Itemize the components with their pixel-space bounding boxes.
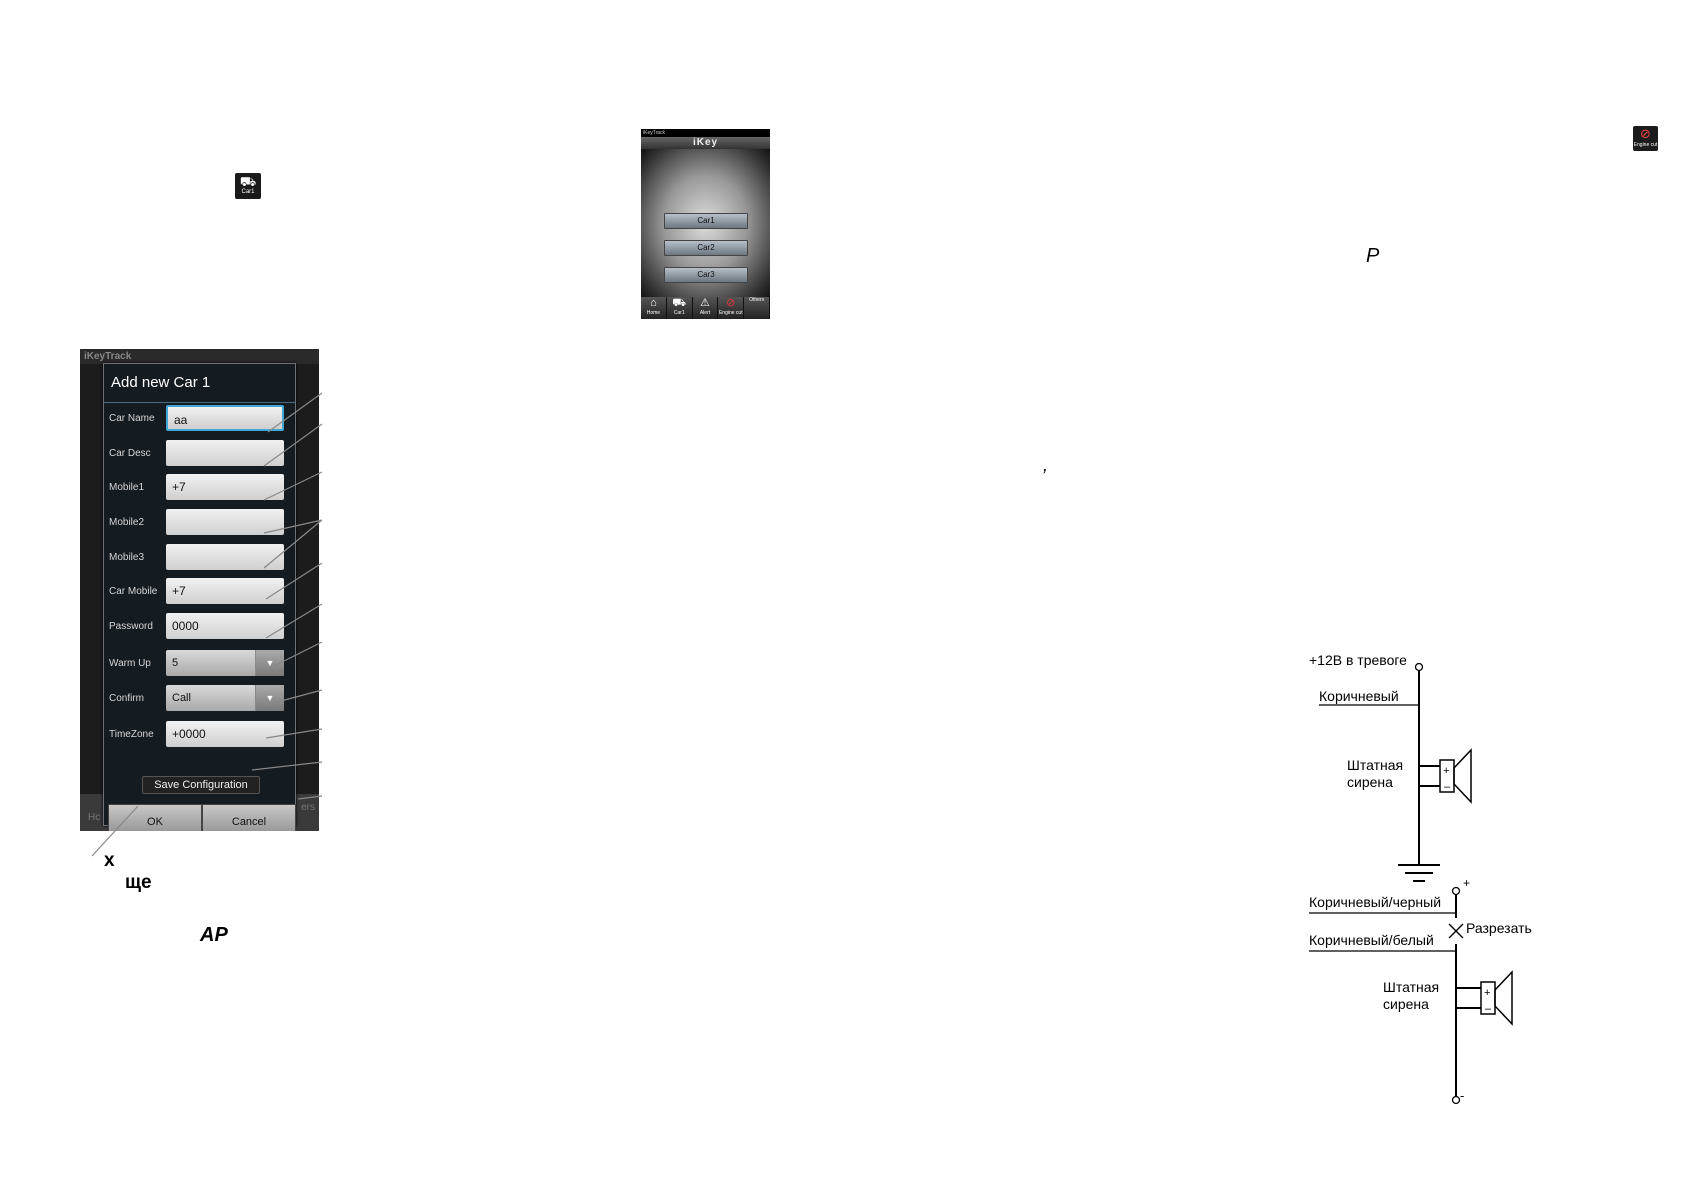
- phone-add-car-screen: [80, 349, 319, 831]
- field-label: Mobile1: [109, 482, 145, 493]
- field-label: Car Mobile: [109, 586, 158, 597]
- engine-cut-label: Engine cut: [1633, 142, 1658, 148]
- car-mobile-input[interactable]: +7: [166, 578, 284, 604]
- warm-up-select[interactable]: 5 ▼: [166, 650, 284, 676]
- car3-button[interactable]: Car3: [664, 267, 748, 283]
- tab-others[interactable]: Others: [744, 297, 770, 319]
- wiring-bottom-siren-label-2: сирена: [1383, 996, 1429, 1012]
- fragment-p: P: [1366, 245, 1380, 267]
- ok-button[interactable]: OK: [108, 804, 202, 831]
- field-password: [104, 611, 295, 641]
- save-configuration-button[interactable]: Save Configuration: [142, 776, 260, 794]
- cancel-button[interactable]: Cancel: [202, 804, 296, 831]
- field-label: Car Name: [109, 413, 155, 424]
- app-title: iKey: [641, 137, 770, 149]
- car2-button[interactable]: Car2: [664, 240, 748, 256]
- home-icon: ⌂: [650, 297, 657, 309]
- warning-icon: ⚠: [700, 297, 710, 309]
- tab-alert[interactable]: ⚠ Alert: [693, 297, 719, 319]
- bottom-siren-minus-sign: –: [1485, 1003, 1492, 1015]
- engine-cut-icon: [1633, 126, 1658, 151]
- engine-cut-icon: ⊘: [726, 297, 736, 309]
- wiring-bottom-wire1-label: Коричневый/черный: [1309, 894, 1442, 910]
- bottom-minus-terminal: [1453, 1097, 1460, 1104]
- car-list: [641, 149, 770, 297]
- confirm-select[interactable]: Call ▼: [166, 685, 284, 711]
- top-siren-plus-sign: +: [1443, 765, 1450, 777]
- top-siren-minus-sign: –: [1444, 781, 1451, 793]
- car-name-input[interactable]: aa: [166, 405, 284, 431]
- wiring-bottom-plus-sign: +: [1463, 876, 1471, 890]
- cut-mark-a: [1449, 924, 1463, 938]
- tab-engine-cut[interactable]: ⊘ Engine cut: [718, 297, 744, 319]
- cut-mark-b: [1449, 924, 1463, 938]
- fragment-shche: ще: [125, 872, 152, 893]
- car1-icon-label: Car1: [241, 189, 255, 195]
- wiring-bottom-cut-label: Разрезать: [1466, 920, 1532, 936]
- bottom-plus-terminal: [1453, 888, 1460, 895]
- background-home-label: Hc: [88, 812, 101, 823]
- field-warm-up: [104, 648, 295, 678]
- field-confirm: [104, 683, 295, 713]
- tab-home[interactable]: ⌂ Home: [641, 297, 667, 319]
- mobile3-input[interactable]: [166, 544, 284, 570]
- bottom-siren-plus-sign: +: [1484, 987, 1491, 999]
- top-siren-horn: [1454, 750, 1471, 802]
- add-car-dialog: [103, 363, 296, 826]
- car1-icon: [235, 173, 261, 199]
- wiring-bottom-wire2-label: Коричневый/белый: [1309, 932, 1434, 948]
- field-car-mobile: [104, 576, 295, 606]
- engine-cut-glyph-icon: ⊘: [1640, 126, 1651, 141]
- field-mobile3: [104, 542, 295, 572]
- fragment-ap: AP: [200, 924, 228, 946]
- field-label: Car Desc: [109, 448, 151, 459]
- field-mobile1: [104, 472, 295, 502]
- field-label: Warm Up: [109, 658, 151, 669]
- top-terminal: [1416, 664, 1423, 671]
- mobile1-input[interactable]: +7: [166, 474, 284, 500]
- car1-button[interactable]: Car1: [664, 213, 748, 229]
- top-siren-body: [1440, 760, 1454, 792]
- wiring-top-wire-label: Коричневый: [1319, 688, 1399, 704]
- timezone-input[interactable]: +0000: [166, 721, 284, 747]
- wiring-bottom-siren-label-1: Штатная: [1383, 979, 1440, 995]
- chevron-down-icon: ▼: [255, 685, 284, 711]
- app-title-bar: iKeyTrack: [80, 349, 319, 364]
- field-mobile2: [104, 507, 295, 537]
- field-car-desc: [104, 438, 295, 468]
- phone-car-select-screen: [641, 129, 770, 319]
- chevron-down-icon: ▼: [255, 650, 284, 676]
- fragment-comma: ,: [1043, 455, 1049, 475]
- dialog-title: Add new Car 1: [104, 364, 295, 403]
- password-input[interactable]: 0000: [166, 613, 284, 639]
- status-bar: iKeyTrack: [641, 129, 770, 137]
- car-desc-input[interactable]: [166, 440, 284, 466]
- field-label: Mobile2: [109, 517, 145, 528]
- field-car-name: [104, 403, 295, 433]
- x-mark: x: [104, 850, 115, 871]
- field-label: TimeZone: [109, 729, 154, 740]
- wiring-top-siren-label-2: сирена: [1347, 774, 1393, 790]
- wiring-top-plus-label: +12В в тревоге: [1309, 652, 1407, 668]
- bottom-siren-body: [1481, 982, 1495, 1014]
- field-label: Confirm: [109, 693, 145, 704]
- bottom-siren-horn: [1495, 972, 1512, 1024]
- car-glyph-icon: ⛟: [239, 174, 257, 189]
- field-timezone: [104, 719, 295, 749]
- tab-car1[interactable]: ⛟ Car1: [667, 297, 693, 319]
- field-label: Password: [109, 621, 153, 632]
- wiring-top-siren-label-1: Штатная: [1347, 757, 1404, 773]
- wiring-bottom-minus-sign: -: [1460, 1088, 1465, 1103]
- car-icon: ⛟: [672, 297, 687, 309]
- mobile2-input[interactable]: [166, 509, 284, 535]
- field-label: Mobile3: [109, 552, 145, 563]
- background-others-label: ers: [301, 802, 315, 813]
- bottom-tab-bar: [641, 297, 770, 319]
